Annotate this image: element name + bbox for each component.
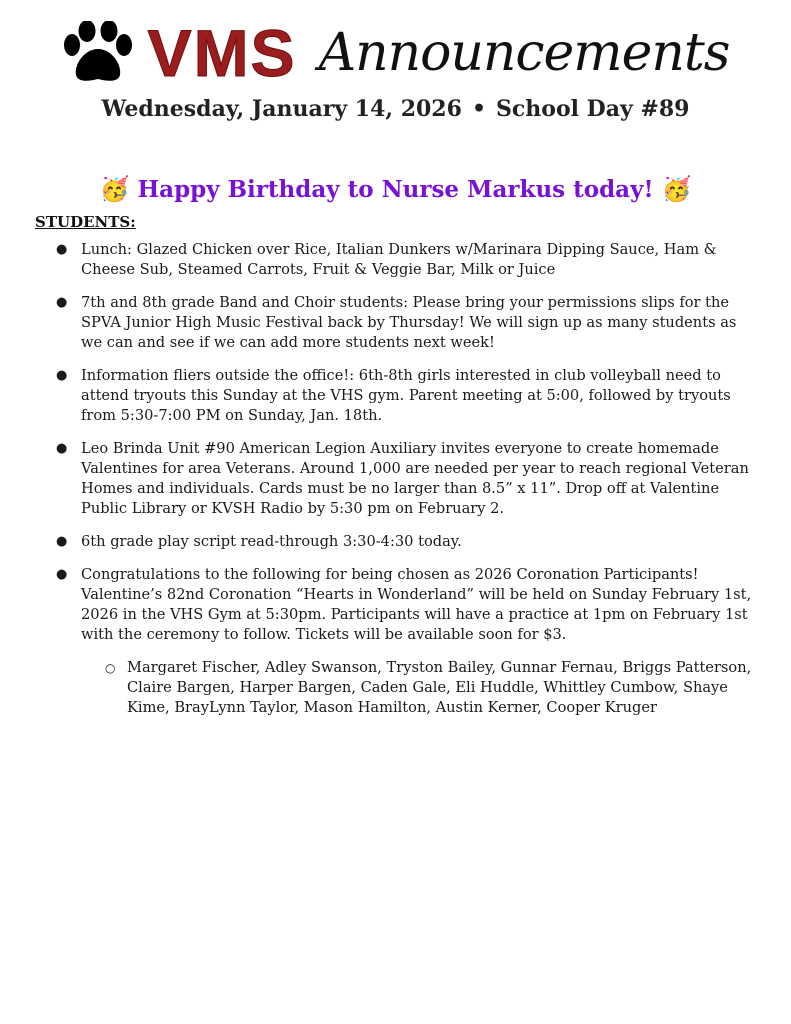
- bullet-icon: ●: [56, 368, 68, 383]
- coronation-names-text: Margaret Fischer, Adley Swanson, Tryston Bailey, Gunnar Fernau, Briggs Patterson, Claire Bargen, Harper Bargen, Caden Gale, Eli Huddle, Whittley Cumbow, Shaye Kime, BrayLynn Taylor, Mason Hamilton, Austin Kerner, Cooper Kruger: [127, 659, 752, 716]
- list-item: [56, 439, 756, 519]
- section-heading-students: STUDENTS:: [35, 213, 136, 231]
- birthday-text: Happy Birthday to Nurse Markus today!: [137, 176, 654, 203]
- list-item-text: Congratulations to the following for being chosen as 2026 Coronation Participants! Valentine’s 82nd Coronation “Hearts in Wonderland” will be held on Sunday February 1st, 2026 in the VHS Gym at 5:30pm. Participants will have a practice at 1pm on February 1st with the ceremony to follow. Tickets will be available soon for $3.: [81, 566, 752, 643]
- list-item-text: Information fliers outside the office!: 6th-8th girls interested in club volleyball need to attend tryouts this Sunday at the VHS gym. Parent meeting at 5:00, followed by tryouts from 5:30-7:00 PM on Sunday, Jan. 18th.: [81, 367, 731, 424]
- list-item-text: Leo Brinda Unit #90 American Legion Auxiliary invites everyone to create homemade Valentines for area Veterans. Around 1,000 are needed per year to reach regional Veteran Homes and individuals. Cards must be no larger than 8.5” x 11”. Drop off at Valentine Public Library or KVSH Radio by 5:30 pm on February 2.: [81, 440, 749, 517]
- party-face-icon: 🥳: [661, 174, 692, 203]
- date-text: Wednesday, January 14, 2026: [101, 96, 462, 122]
- bullet-icon: ●: [56, 441, 68, 456]
- page-header: [0, 14, 791, 92]
- list-item-text: 6th grade play script read-through 3:30-4:30 today.: [81, 533, 462, 550]
- dateline-separator: •: [471, 96, 486, 122]
- list-item: [56, 565, 756, 718]
- birthday-banner: [0, 174, 791, 203]
- coronation-participants-list: [81, 658, 756, 718]
- party-face-icon: 🥳: [99, 174, 130, 203]
- list-item: [56, 532, 756, 552]
- list-item: [56, 293, 756, 353]
- list-item: [56, 240, 756, 280]
- paw-icon: [62, 21, 134, 85]
- students-announcement-list: [56, 240, 756, 731]
- dateline: [0, 96, 791, 122]
- list-item: [105, 658, 756, 718]
- bullet-icon: ●: [56, 534, 68, 549]
- list-item: [56, 366, 756, 426]
- bullet-icon: ●: [56, 242, 68, 257]
- hollow-bullet-icon: ○: [105, 661, 116, 675]
- brand-logo-text: VMS: [147, 16, 297, 90]
- bullet-icon: ●: [56, 295, 68, 310]
- list-item-text: Lunch: Glazed Chicken over Rice, Italian Dunkers w/Marinara Dipping Sauce, Ham & Cheese Sub, Steamed Carrots, Fruit & Veggie Bar, Milk or Juice: [81, 241, 717, 278]
- bullet-icon: ●: [56, 567, 68, 582]
- page-title: Announcements: [318, 23, 730, 83]
- school-day-text: School Day #89: [496, 96, 690, 122]
- list-item-text: 7th and 8th grade Band and Choir students: Please bring your permissions slips for the SPVA Junior High Music Festival back by Thursday! We will sign up as many students as we can and see if we can add more students next week!: [81, 294, 737, 351]
